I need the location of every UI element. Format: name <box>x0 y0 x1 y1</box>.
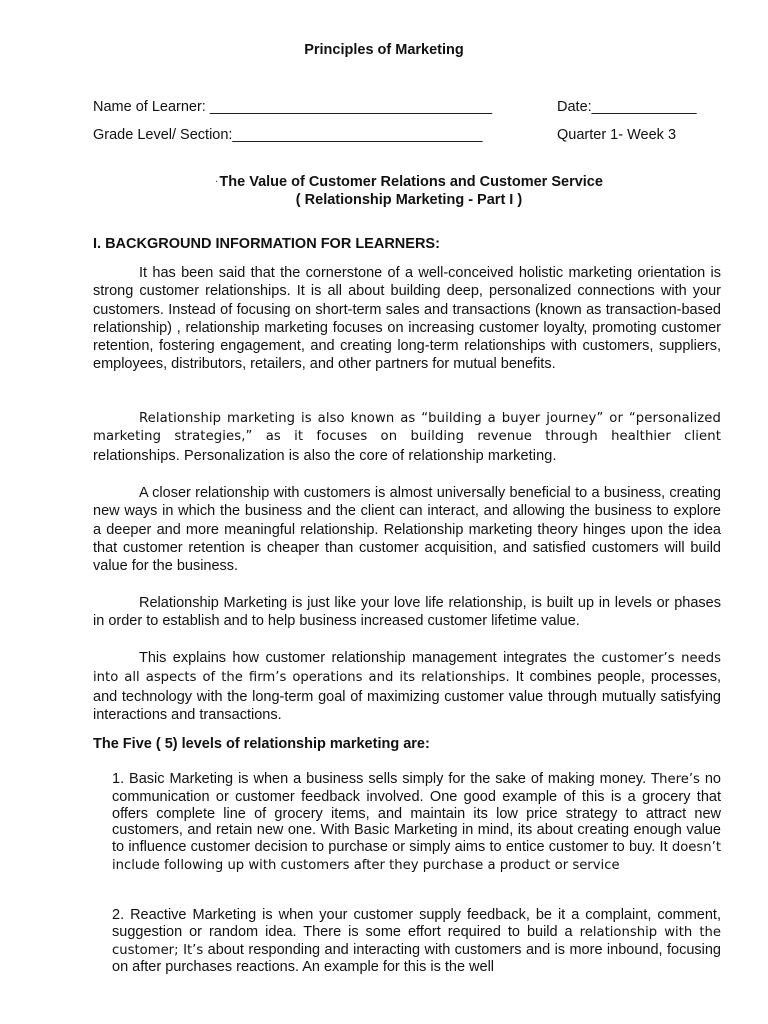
level-1-part-b: There’s <box>651 772 700 787</box>
level-1-part-c: no communication or customer feedback involved. One good example of this is a grocery that offers complete line of grocery items, and maintain its low price strategy to attract new customers, and retain new one. With Basic Marketing in mind, its about creating enough value to influence customer decision to purchase or simply aims to entice customer to buy. It <box>112 771 721 856</box>
paragraph-5-part-c: It combines people, processes, and technology with the long-term goal of maximizing customer value through mutually satisfying interactions and transactions. <box>93 669 721 723</box>
grade-section-blank: _______________________________ <box>232 127 483 143</box>
level-2-part-c: about responding and interacting with customers and is more inbound, focusing on after purchases reactions. An example for this is the well <box>112 941 721 976</box>
paragraph-2-main: Relationship marketing is also known as “building a buyer journey” or “personalized marketing strategies,” as it focuses on building revenue through healthier client <box>93 411 721 445</box>
level-1-part-d: doesn’t include following up with customers after they purchase a product or service <box>112 840 721 873</box>
section-heading: I. BACKGROUND INFORMATION FOR LEARNERS: <box>93 236 440 252</box>
name-of-learner-label: Name of Learner: <box>93 99 206 115</box>
level-item-2 <box>112 907 721 976</box>
date-blank: _____________ <box>591 99 697 115</box>
paragraph-3: A closer relationship with customers is almost universally beneficial to a business, creating new ways in which the business and the client can interact, and allowing the business to explore a deeper and more meaningful relationship. Relationship marketing theory hinges upon the idea that customer retention is cheaper than customer acquisition, and satisfied customers will build value for the business. <box>93 485 721 575</box>
paragraph-5-part-a: This explains how customer relationship management integrates <box>139 650 574 666</box>
level-2-part-b: relationship with the customer; It’s <box>112 924 721 958</box>
levels-heading: The Five ( 5) levels of relationship marketing are: <box>93 736 430 752</box>
paragraph-4: Relationship Marketing is just like your love life relationship, is built up in levels or phases in order to establish and to help business increased customer lifetime value. <box>93 595 721 630</box>
paragraph-1: It has been said that the cornerstone of a well-conceived holistic marketing orientation is strong customer relationships. It is all about building deep, personalized connections with your customers. Instead of focusing on short-term sales and transactions (known as transaction-based relationship) , relationship marketing focuses on increasing customer loyalty, promoting customer retention, fostering engagement, and creating long-term relationships with customers, suppliers, employees, distributors, retailers, and other partners for mutual benefits. <box>93 265 721 373</box>
subject-title: Principles of Marketing <box>304 42 464 58</box>
paragraph-2-tail: relationships. Personalization is also the core of relationship marketing. <box>93 447 557 464</box>
quarter-week: Quarter 1- Week 3 <box>557 127 677 143</box>
name-of-learner-blank: ___________________________________ <box>209 99 493 115</box>
lesson-title-line2: ( Relationship Marketing - Part I ) <box>295 192 523 208</box>
name-of-learner-field[interactable] <box>93 99 492 115</box>
paragraph-5 <box>93 649 721 724</box>
lesson-title <box>0 173 768 209</box>
grade-section-field[interactable] <box>93 127 482 143</box>
grade-section-label: Grade Level/ Section: <box>93 127 233 143</box>
date-field[interactable] <box>557 99 697 115</box>
paragraph-2 <box>93 410 721 466</box>
level-2-part-a: 2. Reactive Marketing is when your customer supply feedback, be it a complaint, comment, suggestion or random idea. There is some effort required to build a <box>112 907 721 940</box>
lesson-title-text: The Value of Customer Relations and Customer Service <box>219 174 603 190</box>
stray-dot-mark: · <box>215 176 219 187</box>
lesson-title-line1 <box>0 173 768 191</box>
level-item-1 <box>112 771 721 875</box>
level-1-part-a: 1. Basic Marketing is when a business sells simply for the sake of making money. <box>112 771 652 787</box>
date-label: Date: <box>557 99 592 115</box>
paragraph-5-part-b: the customer’s needs into all aspects of the firm’s operations and its relationships. <box>93 651 721 686</box>
